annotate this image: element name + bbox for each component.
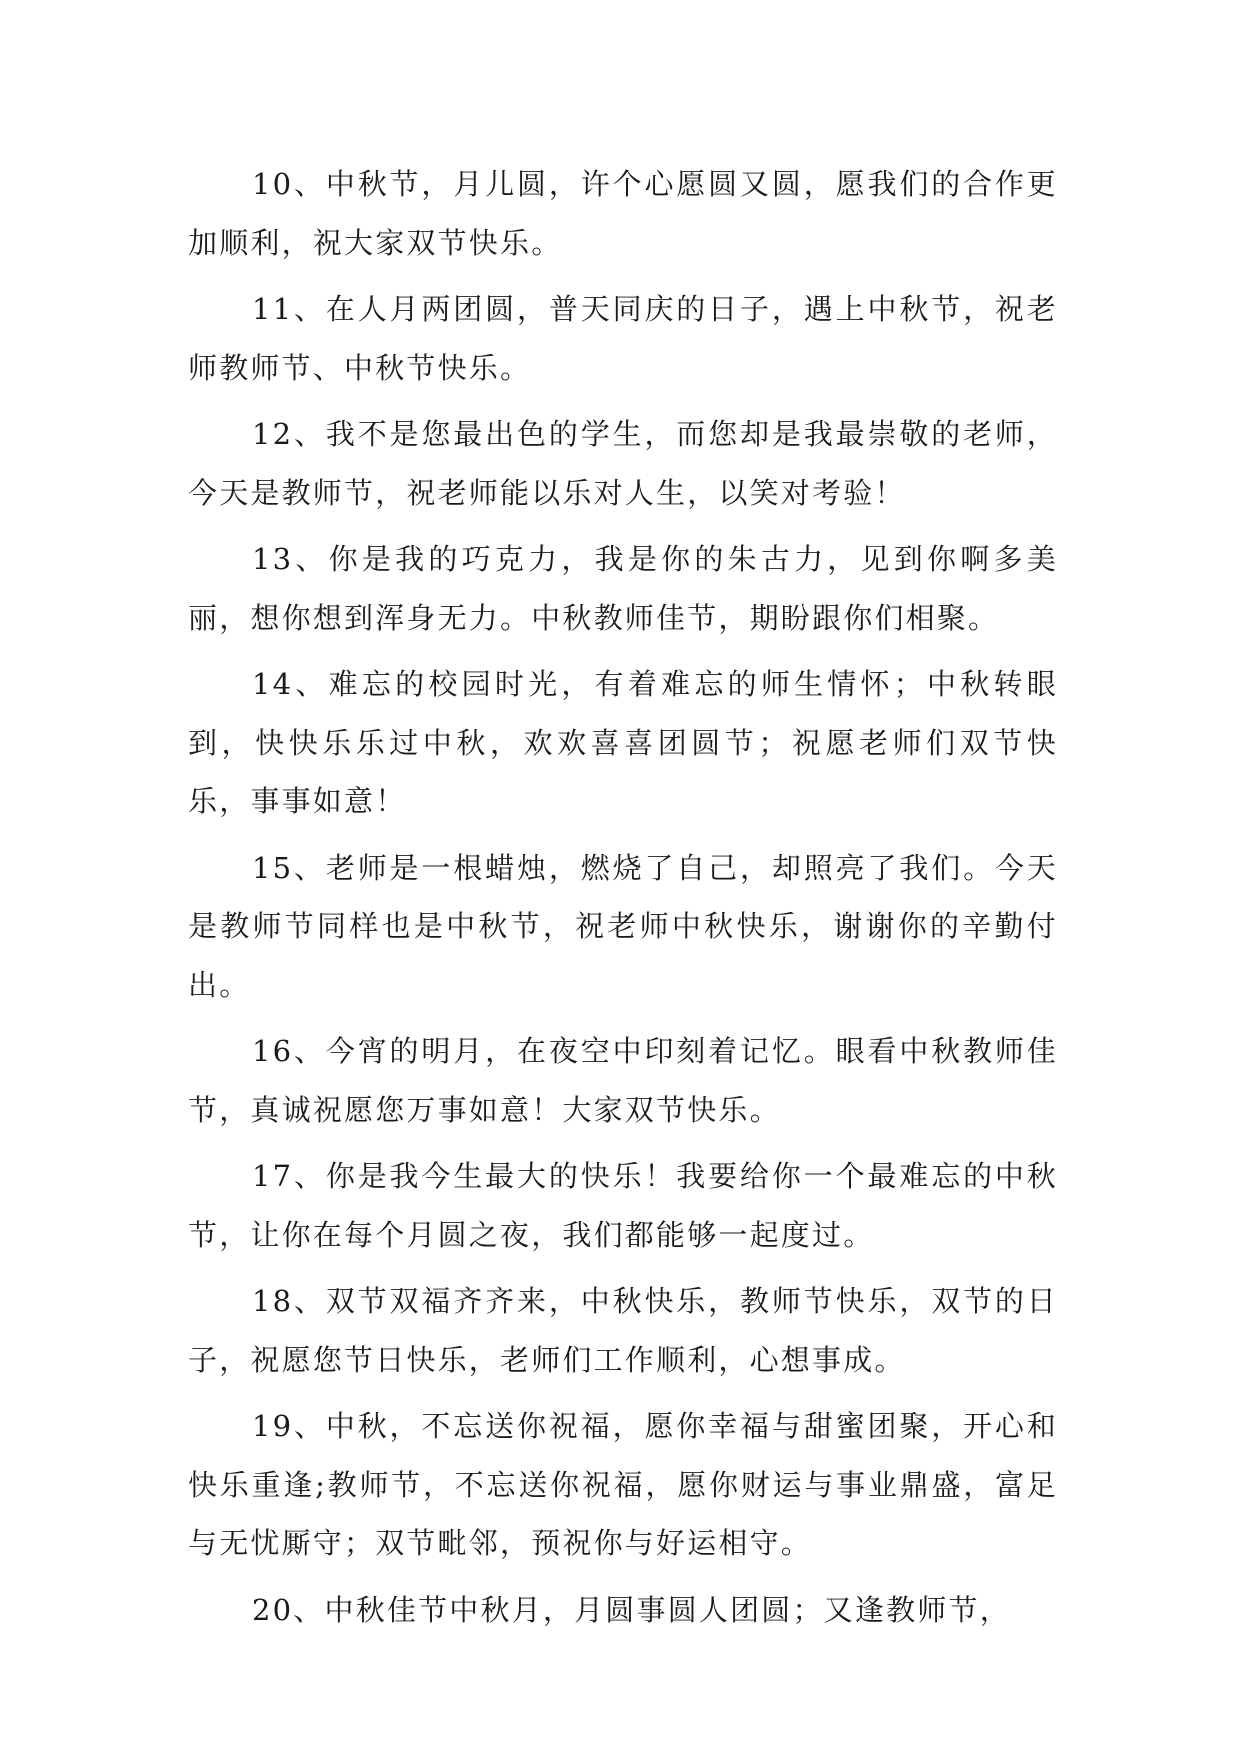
- paragraph-12: 12、我不是您最出色的学生，而您却是我最崇敬的老师，今天是教师节，祝老师能以乐对人生，以笑对考验！: [188, 417, 1058, 510]
- document-body: [188, 155, 1058, 1647]
- paragraph-18: 18、双节双福齐齐来，中秋快乐，教师节快乐，双节的日子，祝愿您节日快乐，老师们工作顺利，心想事成。: [188, 1284, 1058, 1377]
- paragraph-10: 10、中秋节，月儿圆，许个心愿圆又圆，愿我们的合作更加顺利，祝大家双节快乐。: [188, 167, 1058, 260]
- paragraph-19: 19、中秋，不忘送你祝福，愿你幸福与甜蜜团聚，开心和快乐重逢;教师节，不忘送你祝福，愿你财运与事业鼎盛，富足与无忧厮守；双节毗邻，预祝你与好运相守。: [188, 1409, 1058, 1560]
- paragraph-11: 11、在人月两团圆，普天同庆的日子，遇上中秋节，祝老师教师节、中秋节快乐。: [188, 292, 1058, 385]
- paragraph-14: 14、难忘的校园时光，有着难忘的师生情怀；中秋转眼到，快快乐乐过中秋，欢欢喜喜团圆节；祝愿老师们双节快乐，事事如意！: [188, 667, 1058, 818]
- paragraph-15: 15、老师是一根蜡烛，燃烧了自己，却照亮了我们。今天是教师节同样也是中秋节，祝老师中秋快乐，谢谢你的辛勤付出。: [188, 850, 1058, 1002]
- paragraph-13: 13、你是我的巧克力，我是你的朱古力，见到你啊多美丽，想你想到浑身无力。中秋教师佳节，期盼跟你们相聚。: [188, 542, 1058, 635]
- paragraph-16: 16、今宵的明月，在夜空中印刻着记忆。眼看中秋教师佳节，真诚祝愿您万事如意！大家双节快乐。: [188, 1034, 1058, 1127]
- paragraph-20: 20、中秋佳节中秋月，月圆事圆人团圆；又逢教师节，: [252, 1592, 1011, 1627]
- paragraph-17: 17、你是我今生最大的快乐！我要给你一个最难忘的中秋节，让你在每个月圆之夜，我们都能够一起度过。: [188, 1159, 1058, 1252]
